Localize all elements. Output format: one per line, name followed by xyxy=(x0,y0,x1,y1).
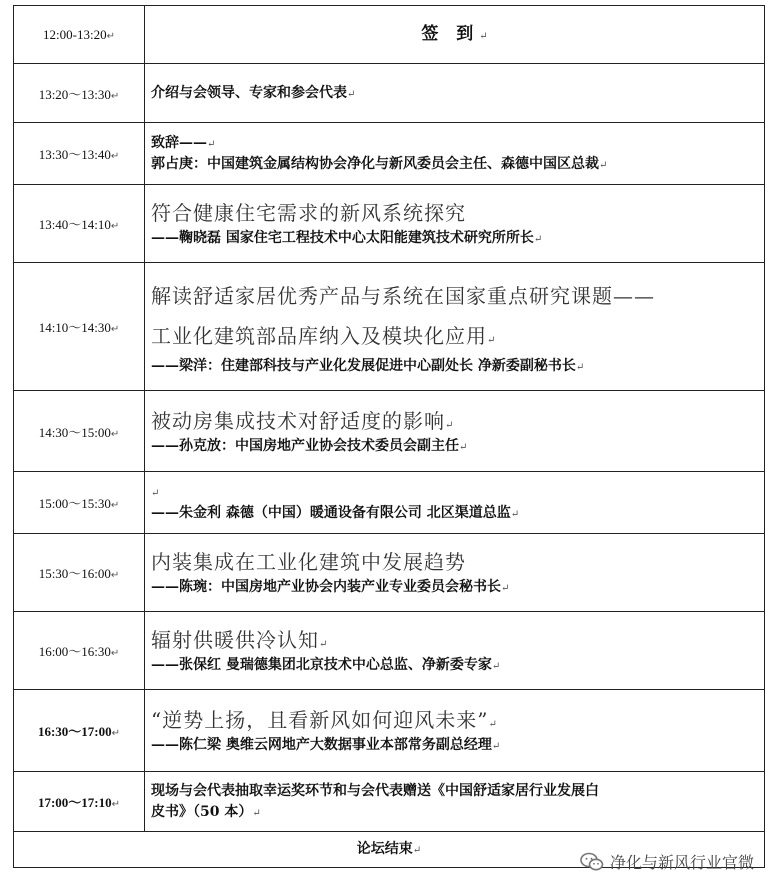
watermark xyxy=(580,850,754,873)
table-row xyxy=(14,64,765,123)
time-cell: 12:00-13:20↵ xyxy=(14,6,145,64)
content-cell: ↵ ——朱金利 森德（中国）暖通设备有限公司 北区渠道总监↵ xyxy=(145,472,765,534)
content-cell: 签 到↵ xyxy=(145,6,765,64)
time-cell: 14:10～14:30↵ xyxy=(14,263,145,391)
time-cell: 15:00～15:30↵ xyxy=(14,472,145,534)
content-cell: 内装集成在工业化建筑中发展趋势 ——陈琬：中国房地产业协会内装产业专业委员会秘书长↵ xyxy=(145,534,765,612)
table-row xyxy=(14,185,765,263)
table-row xyxy=(14,6,765,64)
time-cell: 13:30～13:40↵ xyxy=(14,123,145,185)
time-cell: 15:30～16:00↵ xyxy=(14,534,145,612)
content-cell: 介绍与会领导、专家和参会代表↵ xyxy=(145,64,765,123)
time-cell: 13:40～14:10↵ xyxy=(14,185,145,263)
table-row xyxy=(14,534,765,612)
time-cell: 16:00～16:30↵ xyxy=(14,612,145,690)
content-cell: 现场与会代表抽取幸运奖环节和与会代表赠送《中国舒适家居行业发展白 皮书》（50 本）↵ xyxy=(145,772,765,832)
table-row xyxy=(14,772,765,832)
table-row xyxy=(14,391,765,472)
table-row xyxy=(14,263,765,391)
content-cell: 被动房集成技术对舒适度的影响↵ ——孙克放：中国房地产业协会技术委员会副主任↵ xyxy=(145,391,765,472)
content-cell: 符合健康住宅需求的新风系统探究 ——鞠晓磊 国家住宅工程技术中心太阳能建筑技术研究所所长↵ xyxy=(145,185,765,263)
closing-cell: 论坛结束↵ xyxy=(14,832,765,868)
content-cell: “逆势上扬，且看新风如何迎风未来”↵ ——陈仁梁 奥维云网地产大数据事业本部常务副总经理↵ xyxy=(145,690,765,772)
table-row xyxy=(14,472,765,534)
table-row xyxy=(14,612,765,690)
time-cell: 13:20～13:30↵ xyxy=(14,64,145,123)
table-row xyxy=(14,690,765,772)
wechat-icon xyxy=(580,852,604,872)
content-cell: 辐射供暖供冷认知↵ ——张保红 曼瑞德集团北京技术中心总监、净新委专家↵ xyxy=(145,612,765,690)
time-cell: 14:30～15:00↵ xyxy=(14,391,145,472)
time-cell: 17:00～17:10↵ xyxy=(14,772,145,832)
content-cell: 解读舒适家居优秀产品与系统在国家重点研究课题—— 工业化建筑部品库纳入及模块化应用↵ ——梁洋：住建部科技与产业化发展促进中心副处长 净新委副秘书长↵ xyxy=(145,263,765,391)
content-cell: 致辞——↵ 郭占庚：中国建筑金属结构协会净化与新风委员会主任、森德中国区总裁↵ xyxy=(145,123,765,185)
time-cell: 16:30～17:00↵ xyxy=(14,690,145,772)
table-row xyxy=(14,123,765,185)
schedule-table xyxy=(13,5,765,868)
watermark-text: 净化与新风行业官微 xyxy=(609,853,754,872)
